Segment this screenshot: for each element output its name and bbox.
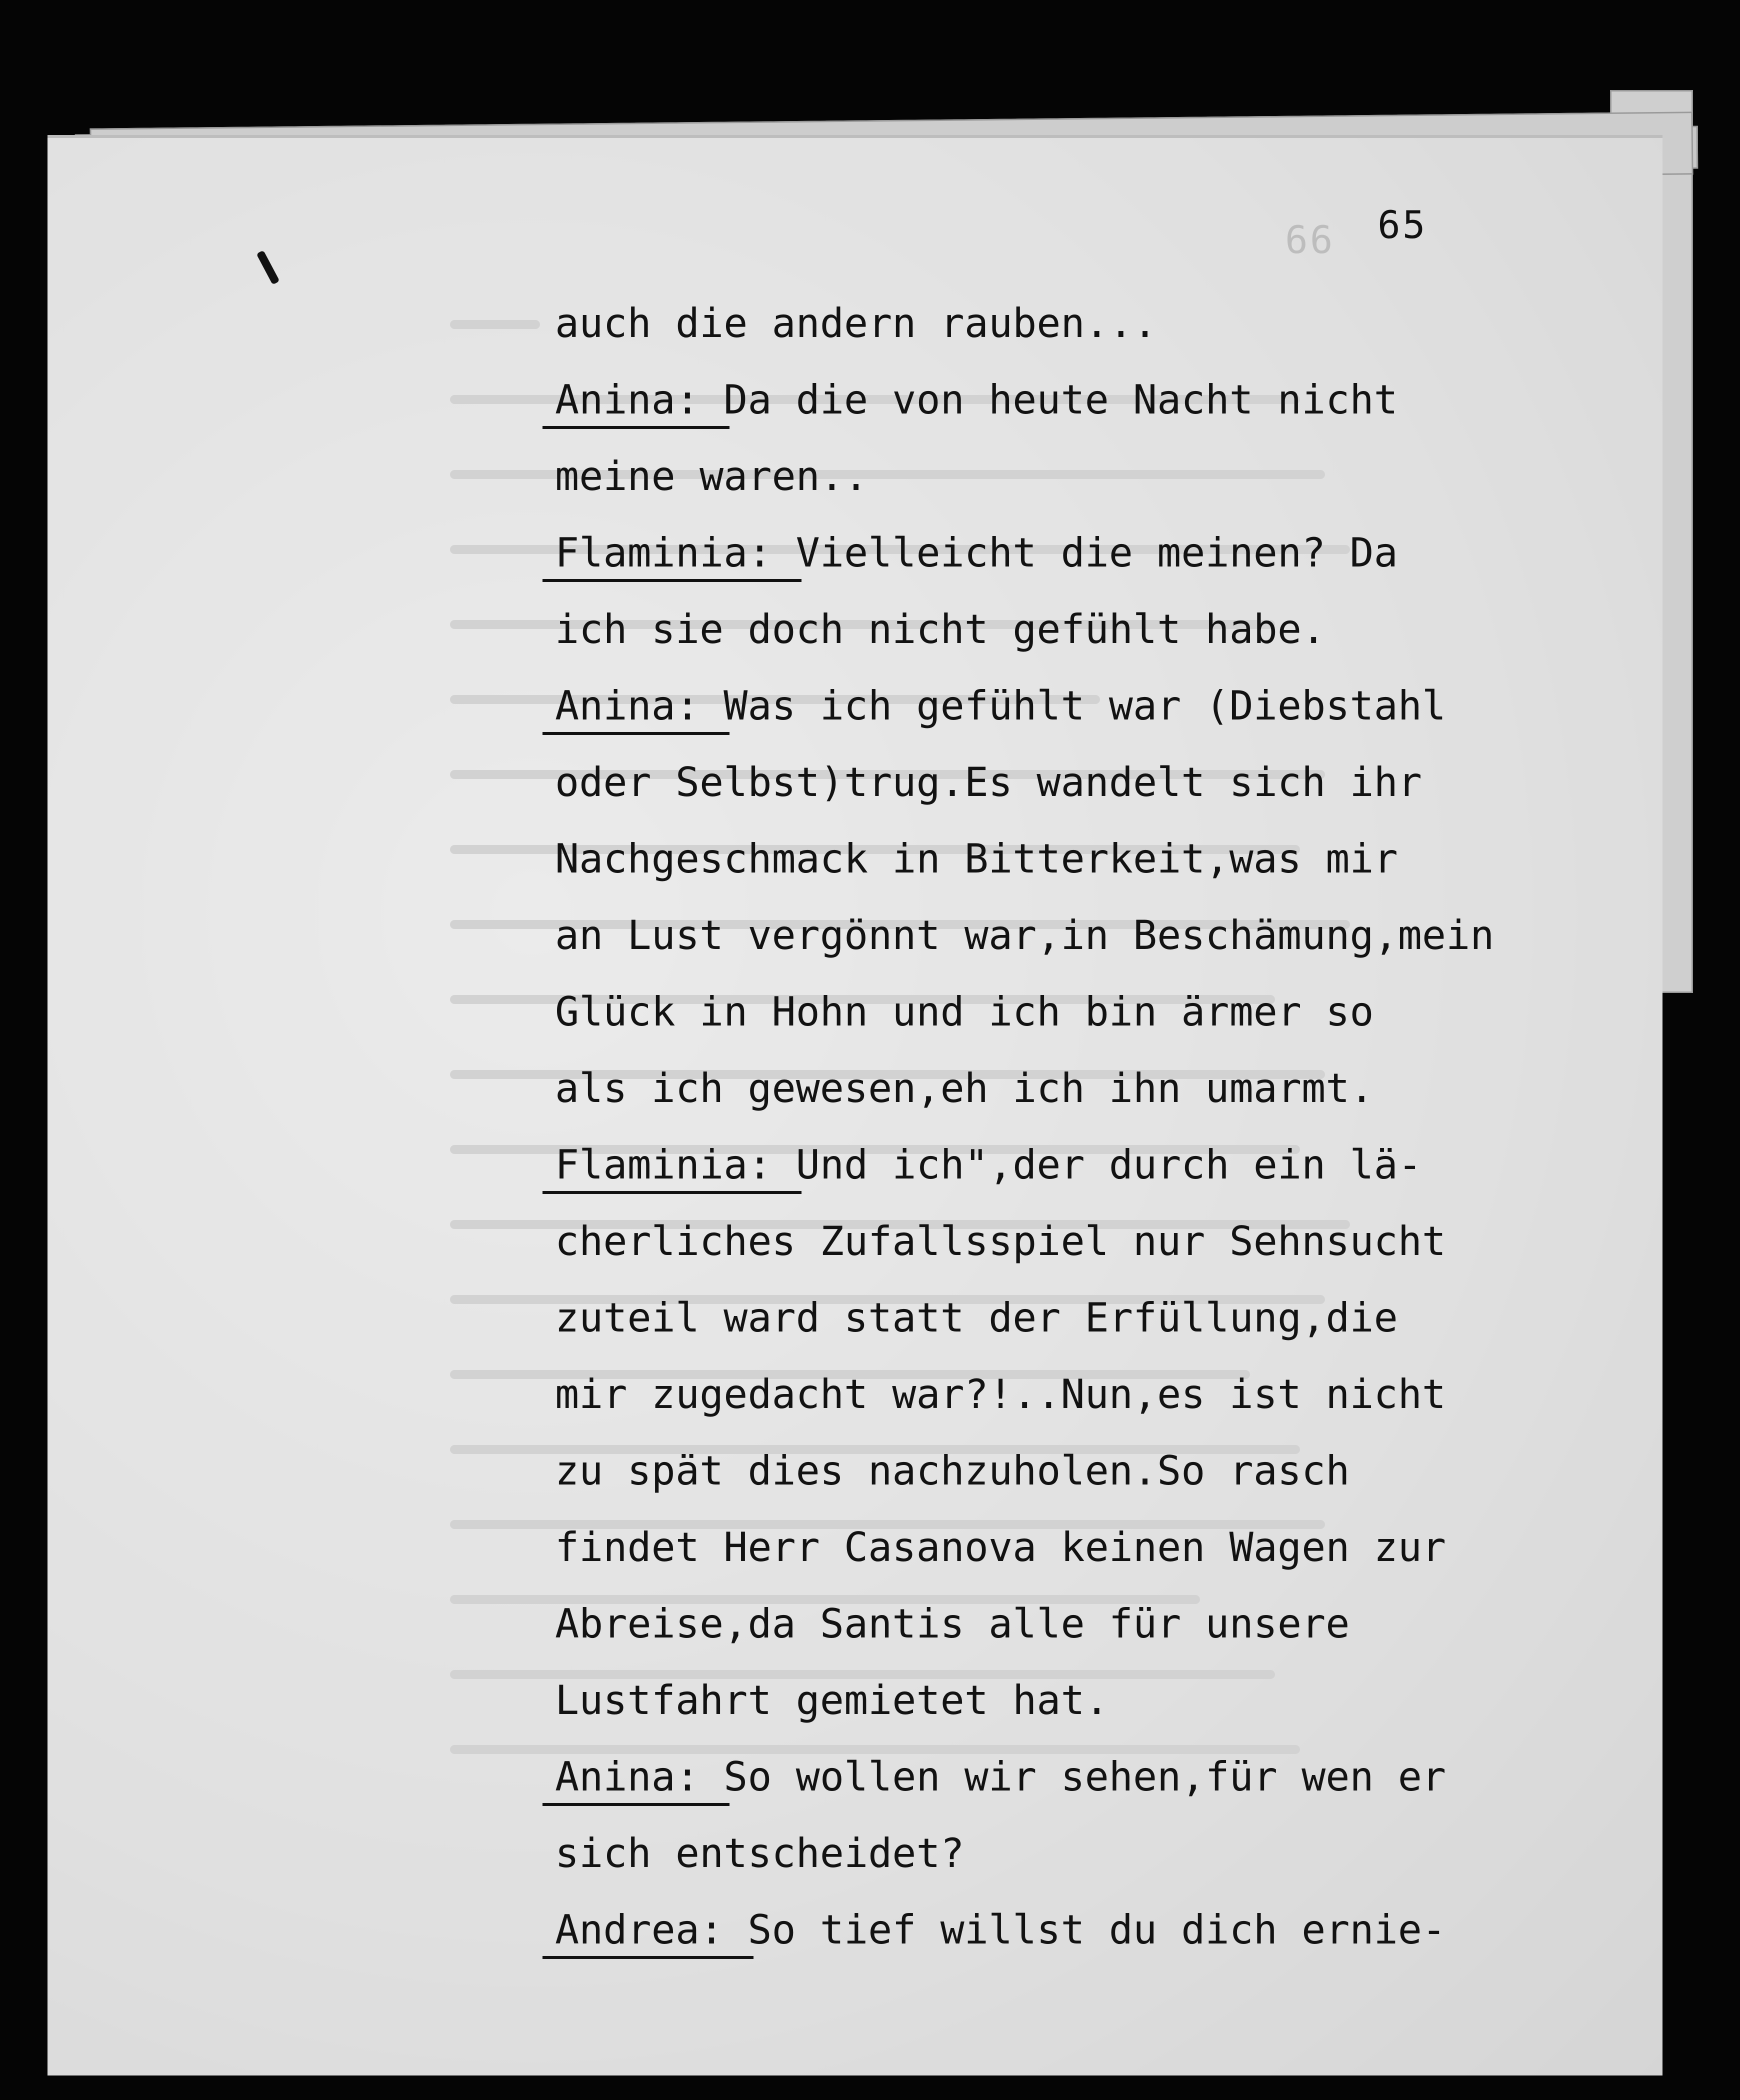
text-line xyxy=(555,591,1605,668)
line-text: Glück in Hohn und ich bin ärmer so xyxy=(555,988,1374,1035)
line-text: Was ich gefühlt war (Diebstahl xyxy=(724,682,1446,729)
line-text: So tief willst du dich ernie- xyxy=(748,1906,1446,1953)
text-line xyxy=(555,285,1605,362)
line-text: Nachgeschmack in Bitterkeit,was mir xyxy=(555,836,1398,882)
text-line xyxy=(555,820,1605,897)
dialogue-line xyxy=(555,1738,1605,1815)
line-text: ich sie doch nicht gefühlt habe. xyxy=(555,606,1326,652)
speaker-label: Flaminia: xyxy=(555,1126,772,1203)
line-text: Vielleicht die meinen? Da xyxy=(796,530,1398,576)
line-text: auch die andern rauben... xyxy=(555,300,1158,346)
speaker-label: Flaminia: xyxy=(555,514,772,591)
text-line xyxy=(555,974,1605,1050)
dialogue-line xyxy=(555,514,1605,591)
text-line xyxy=(555,1050,1605,1126)
text-line xyxy=(555,438,1605,514)
text-line xyxy=(555,1280,1605,1356)
line-text: Lustfahrt gemietet hat. xyxy=(555,1677,1109,1724)
speaker-label: Anina: xyxy=(555,1738,700,1815)
text-line xyxy=(555,1509,1605,1586)
line-text: Und ich",der durch ein lä- xyxy=(796,1142,1422,1188)
speaker-label: Andrea: xyxy=(555,1892,724,1968)
line-text: sich entscheidet? xyxy=(555,1830,964,1876)
line-text: meine waren.. xyxy=(555,453,868,500)
body-text xyxy=(555,285,1605,1968)
line-text: Da die von heute Nacht nicht xyxy=(724,376,1398,423)
text-line xyxy=(555,1662,1605,1738)
line-text: findet Herr Casanova keinen Wagen zur xyxy=(555,1524,1446,1570)
speaker-label: Anina: xyxy=(555,362,700,438)
text-line xyxy=(555,1586,1605,1662)
text-line xyxy=(555,1815,1605,1892)
line-text: cherliches Zufallsspiel nur Sehnsucht xyxy=(555,1218,1446,1264)
line-text: an Lust vergönnt war,in Beschämung,mein xyxy=(555,912,1494,958)
dialogue-line xyxy=(555,1126,1605,1203)
dialogue-line xyxy=(555,668,1605,744)
speaker-label: Anina: xyxy=(555,668,700,744)
line-text: Abreise,da Santis alle für unsere xyxy=(555,1600,1350,1647)
line-text: zu spät dies nachzuholen.So rasch xyxy=(555,1448,1350,1494)
bleed-page-number: 66 xyxy=(1285,218,1335,262)
line-text: als ich gewesen,eh ich ihn umarmt. xyxy=(555,1065,1374,1112)
text-line xyxy=(555,1432,1605,1509)
dialogue-line xyxy=(555,362,1605,438)
text-line xyxy=(555,744,1605,820)
text-line xyxy=(555,897,1605,974)
line-text: mir zugedacht war?!..Nun,es ist nicht xyxy=(555,1371,1446,1418)
page-number: 65 xyxy=(1378,202,1428,247)
line-text: oder Selbst)trug.Es wandelt sich ihr xyxy=(555,759,1422,806)
dialogue-line xyxy=(555,1892,1605,1968)
line-text: zuteil ward statt der Erfüllung,die xyxy=(555,1294,1398,1341)
line-text: So wollen wir sehen,für wen er xyxy=(724,1754,1446,1800)
text-line xyxy=(555,1203,1605,1280)
text-line xyxy=(555,1356,1605,1432)
